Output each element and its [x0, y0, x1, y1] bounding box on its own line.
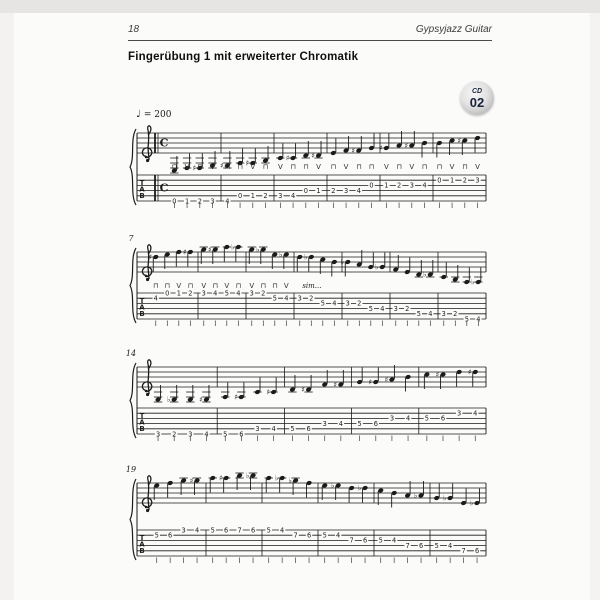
- svg-text:3: 3: [343, 186, 349, 195]
- svg-text:V: V: [250, 163, 256, 171]
- svg-text:C: C: [159, 181, 169, 195]
- svg-text:⊓: ⊓: [436, 163, 443, 171]
- page-number: 18: [128, 24, 140, 35]
- svg-text:5: 5: [266, 526, 271, 535]
- svg-text:4: 4: [236, 289, 241, 298]
- svg-text:5: 5: [424, 414, 429, 423]
- svg-text:♯: ♯: [182, 247, 187, 257]
- svg-text:4: 4: [225, 197, 230, 206]
- svg-text:4: 4: [194, 526, 200, 535]
- svg-text:T: T: [139, 411, 145, 420]
- svg-text:5: 5: [290, 425, 295, 434]
- svg-text:0: 0: [165, 289, 170, 298]
- svg-text:3: 3: [181, 526, 186, 535]
- svg-text:♯: ♯: [285, 153, 290, 163]
- svg-text:5: 5: [322, 531, 327, 540]
- svg-text:♭: ♭: [357, 483, 362, 493]
- svg-text:3: 3: [255, 425, 260, 434]
- svg-text:5: 5: [378, 536, 383, 545]
- svg-text:♭: ♭: [274, 473, 279, 483]
- svg-text:⊓: ⊓: [187, 282, 194, 290]
- svg-text:5: 5: [464, 315, 469, 324]
- svg-text:⊓: ⊓: [290, 163, 296, 171]
- svg-text:V: V: [184, 163, 190, 171]
- svg-text:♭: ♭: [279, 249, 283, 259]
- svg-text:5: 5: [272, 294, 277, 303]
- tempo-value: = 200: [143, 110, 172, 120]
- svg-text:♭: ♭: [442, 493, 447, 503]
- svg-text:♯: ♯: [199, 394, 203, 404]
- quarter-note-icon: ♩: [136, 109, 141, 120]
- svg-text:3: 3: [155, 430, 161, 439]
- svg-text:sim...: sim...: [302, 282, 322, 290]
- svg-text:♭: ♭: [245, 470, 250, 480]
- svg-text:3: 3: [409, 181, 414, 190]
- svg-text:5: 5: [368, 304, 373, 313]
- svg-text:2: 2: [261, 289, 266, 298]
- svg-text:⊓: ⊓: [224, 163, 231, 171]
- svg-text:B: B: [139, 191, 145, 200]
- svg-text:3: 3: [201, 289, 206, 298]
- svg-text:4: 4: [422, 181, 427, 190]
- svg-text:2: 2: [188, 289, 193, 298]
- svg-text:0: 0: [369, 181, 374, 190]
- svg-text:3: 3: [297, 294, 302, 303]
- svg-text:♯: ♯: [207, 244, 212, 254]
- svg-text:⊓: ⊓: [197, 163, 203, 171]
- svg-text:5: 5: [416, 310, 421, 319]
- svg-text:4: 4: [448, 541, 453, 550]
- svg-text:5: 5: [434, 541, 439, 550]
- svg-text:♭: ♭: [304, 252, 308, 262]
- svg-text:♯: ♯: [148, 252, 153, 262]
- svg-text:1: 1: [316, 186, 321, 195]
- svg-text:3: 3: [393, 304, 398, 313]
- svg-text:A: A: [139, 303, 145, 312]
- svg-text:4: 4: [280, 526, 285, 535]
- svg-text:4: 4: [271, 425, 276, 434]
- svg-text:1: 1: [184, 197, 190, 206]
- svg-text:2: 2: [357, 299, 362, 308]
- svg-text:⊓: ⊓: [421, 163, 428, 171]
- svg-text:⊓: ⊓: [368, 163, 375, 171]
- svg-text:4: 4: [338, 419, 343, 428]
- svg-text:5: 5: [154, 531, 159, 540]
- svg-text:V: V: [201, 282, 207, 290]
- svg-text:♭: ♭: [469, 498, 474, 508]
- svg-text:♯: ♯: [311, 150, 315, 160]
- svg-text:⊓: ⊓: [164, 282, 171, 290]
- svg-text:5: 5: [223, 430, 228, 439]
- svg-text:7: 7: [405, 541, 410, 550]
- svg-text:V: V: [449, 163, 455, 171]
- cd-badge-number: 02: [469, 94, 485, 110]
- svg-text:♯: ♯: [266, 387, 270, 397]
- svg-text:♭: ♭: [231, 242, 235, 252]
- cd-badge-label: CD: [471, 87, 483, 95]
- svg-text:V: V: [475, 163, 480, 171]
- svg-text:A: A: [139, 540, 145, 549]
- svg-text:2: 2: [405, 304, 410, 313]
- svg-text:6: 6: [239, 430, 244, 439]
- svg-text:6: 6: [373, 419, 378, 428]
- svg-text:3: 3: [188, 430, 193, 439]
- svg-text:0: 0: [437, 176, 442, 185]
- svg-text:2: 2: [396, 181, 402, 190]
- svg-text:⊓: ⊓: [235, 282, 242, 290]
- svg-text:⊓: ⊓: [171, 163, 178, 171]
- svg-text:14: 14: [125, 349, 137, 358]
- svg-text:2: 2: [172, 430, 177, 439]
- svg-text:4: 4: [405, 414, 411, 423]
- svg-text:B: B: [139, 309, 145, 318]
- svg-text:3: 3: [249, 289, 254, 298]
- svg-text:4: 4: [476, 315, 481, 324]
- svg-text:♯: ♯: [351, 145, 356, 155]
- svg-text:4: 4: [204, 430, 209, 439]
- svg-text:7: 7: [349, 536, 354, 545]
- svg-text:5: 5: [320, 299, 325, 308]
- svg-text:3: 3: [278, 192, 283, 201]
- svg-text:⊓: ⊓: [260, 282, 267, 290]
- svg-text:♯: ♯: [192, 163, 197, 173]
- svg-text:♯: ♯: [467, 367, 472, 377]
- svg-text:4: 4: [380, 304, 385, 313]
- svg-text:A: A: [139, 418, 145, 427]
- svg-text:♯: ♯: [218, 473, 223, 483]
- svg-text:2: 2: [462, 176, 467, 185]
- svg-text:3: 3: [345, 299, 350, 308]
- svg-text:V: V: [283, 282, 289, 290]
- svg-text:7: 7: [128, 234, 134, 243]
- svg-text:4: 4: [153, 294, 158, 303]
- svg-text:4: 4: [290, 192, 296, 201]
- svg-text:3: 3: [441, 310, 446, 319]
- svg-text:⊓: ⊓: [330, 163, 337, 171]
- svg-text:6: 6: [306, 531, 312, 540]
- svg-text:♯: ♯: [368, 377, 373, 387]
- svg-text:⊓: ⊓: [303, 163, 309, 171]
- svg-text:0: 0: [237, 192, 243, 201]
- svg-text:♯: ♯: [333, 379, 338, 389]
- svg-text:5: 5: [210, 526, 215, 535]
- svg-text:⊓: ⊓: [396, 163, 402, 171]
- svg-text:V: V: [210, 163, 215, 171]
- svg-text:4: 4: [392, 536, 397, 545]
- svg-text:6: 6: [418, 541, 424, 550]
- svg-text:3: 3: [210, 197, 215, 206]
- svg-text:T: T: [139, 178, 145, 187]
- svg-text:3: 3: [389, 414, 395, 423]
- svg-text:3: 3: [475, 176, 480, 185]
- book-title: Gypsyjazz Guitar: [415, 24, 492, 35]
- svg-text:0: 0: [303, 186, 308, 195]
- svg-text:♭: ♭: [330, 480, 335, 490]
- svg-text:⊓: ⊓: [212, 282, 219, 290]
- svg-text:♯: ♯: [384, 374, 389, 384]
- svg-text:6: 6: [168, 531, 173, 540]
- svg-text:7: 7: [293, 531, 298, 540]
- svg-text:4: 4: [336, 531, 341, 540]
- svg-text:♯: ♯: [245, 158, 250, 168]
- svg-text:6: 6: [362, 536, 368, 545]
- svg-text:C: C: [159, 136, 169, 150]
- svg-text:V: V: [409, 163, 415, 171]
- svg-text:1: 1: [250, 192, 255, 201]
- svg-text:⊓: ⊓: [237, 163, 243, 171]
- svg-text:♯: ♯: [234, 392, 238, 402]
- svg-text:V: V: [176, 282, 182, 290]
- svg-text:5: 5: [357, 419, 362, 428]
- svg-text:B: B: [139, 546, 145, 555]
- svg-text:V: V: [224, 282, 230, 290]
- svg-text:4: 4: [428, 310, 433, 319]
- svg-text:7: 7: [237, 526, 242, 535]
- svg-text:⊓: ⊓: [462, 163, 468, 171]
- svg-text:♯: ♯: [301, 384, 305, 394]
- svg-text:⊓: ⊓: [356, 163, 362, 171]
- svg-text:♭: ♭: [166, 394, 171, 404]
- svg-text:2: 2: [263, 192, 268, 201]
- svg-text:♭: ♭: [340, 257, 345, 267]
- svg-text:19: 19: [125, 465, 137, 474]
- svg-text:♯: ♯: [189, 475, 194, 485]
- svg-text:V: V: [343, 163, 349, 171]
- svg-text:6: 6: [224, 526, 229, 535]
- svg-text:V: V: [383, 163, 389, 171]
- svg-text:⊓: ⊓: [153, 282, 159, 290]
- svg-text:B: B: [139, 424, 145, 433]
- svg-text:♯: ♯: [220, 160, 224, 170]
- svg-text:T: T: [139, 296, 145, 305]
- svg-text:♭: ♭: [413, 490, 418, 500]
- svg-text:♯: ♯: [457, 135, 462, 145]
- svg-text:♭: ♭: [471, 277, 475, 287]
- svg-text:2: 2: [453, 310, 458, 319]
- svg-text:2: 2: [309, 294, 314, 303]
- svg-text:7: 7: [461, 547, 466, 556]
- svg-text:3: 3: [322, 419, 327, 428]
- svg-text:♭: ♭: [288, 475, 292, 485]
- svg-text:5: 5: [224, 289, 229, 298]
- svg-text:♭: ♭: [375, 262, 379, 272]
- svg-text:1: 1: [176, 289, 181, 298]
- svg-text:2: 2: [197, 197, 202, 206]
- svg-text:⊓: ⊓: [272, 282, 278, 290]
- svg-text:1: 1: [449, 176, 455, 185]
- svg-text:6: 6: [250, 526, 256, 535]
- svg-text:T: T: [139, 533, 145, 542]
- svg-text:♯: ♯: [435, 369, 440, 379]
- svg-text:6: 6: [306, 425, 311, 434]
- svg-text:1: 1: [384, 181, 389, 190]
- svg-text:A: A: [139, 185, 145, 194]
- svg-text:4: 4: [284, 294, 289, 303]
- svg-text:♭: ♭: [256, 244, 260, 254]
- svg-text:3: 3: [457, 409, 462, 418]
- svg-text:⊓: ⊓: [262, 163, 269, 171]
- svg-text:2: 2: [331, 186, 336, 195]
- svg-text:♯: ♯: [404, 140, 409, 150]
- svg-text:4: 4: [332, 299, 337, 308]
- svg-text:♯: ♯: [379, 143, 383, 153]
- svg-text:♭: ♭: [423, 269, 427, 279]
- svg-text:4: 4: [473, 409, 478, 418]
- svg-text:4: 4: [356, 186, 361, 195]
- svg-text:6: 6: [474, 547, 480, 556]
- svg-text:4: 4: [213, 289, 218, 298]
- svg-text:V: V: [249, 282, 255, 290]
- svg-text:0: 0: [172, 197, 177, 206]
- svg-text:6: 6: [440, 414, 446, 423]
- exercise-title: Fingerübung 1 mit erweiterter Chromatik: [128, 51, 359, 63]
- svg-text:V: V: [277, 163, 283, 171]
- svg-text:V: V: [316, 163, 321, 171]
